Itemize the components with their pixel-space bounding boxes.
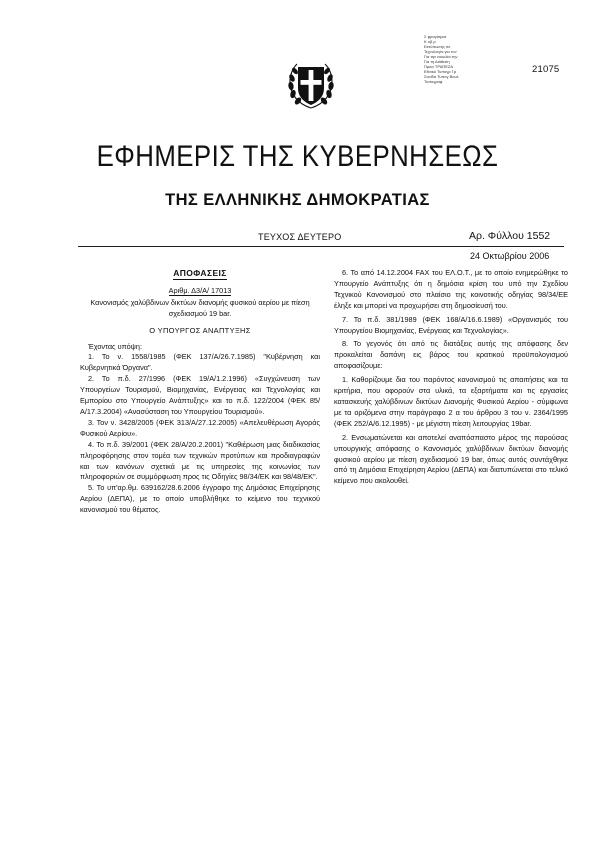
decision-reference: Αριθμ. Δ3/Α/ 17013 (168, 285, 232, 295)
left-column (80, 268, 320, 516)
minister-heading: Ο ΥΠΟΥΡΓΟΣ ΑΝΑΠΤΥΞΗΣ (149, 325, 251, 335)
coat-of-arms-icon (284, 58, 338, 112)
header-divider (78, 246, 564, 247)
stamp-line: Εθνικό Τυπογρ Γρ (424, 69, 457, 74)
decision-item: 1. Καθορίζουμε δια του παρόντος κανονισμού τις απαιτήσεις και τα κριτήρια, που αφορούν στα υλικά, τα εξαρτήματα και τις εργασίες κατασκευής χαλύβδινων δικτύων Διανομής Φυσικού Αερίου - σύμφωνα με τα οριζόμενα στην παράγραφο 2 α του άρθρου 3 του ν. 2364/1995 (ΦΕΚ 252/Α/6.12.1995) - με μέγιστη πίεση λειτουργίας 19bar. (334, 375, 568, 428)
sheet-number: Αρ. Φύλλου 1552 (469, 230, 551, 242)
stamp-line: Για την ευκολία την (424, 54, 458, 59)
decision-item: 2. Ενσωματώνεται και αποτελεί αναπόσπαστο μέρος της παρούσας υπουργικής απόφασης ο Κανονισμός χαλύβδινων δικτύων διανομής φυσικού αερίου με πίεση σχεδιασμού 19 bar, όπως αυτός συντάχθηκε από τη Δημόσια Επιχείρηση Αερίου (ΔΕΠΑ) και διατυπώνεται στο τελικό κείμενο που ακολουθεί. (334, 432, 568, 486)
recital-item: 1. Το ν. 1558/1985 (ΦΕΚ 137/Α/26.7.1985) "Κυβέρνηση και Κυβερνητικά Όργανα". (80, 352, 320, 373)
issue-date: 24 Οκτωβρίου 2006 (470, 251, 550, 261)
recital-item: 7. Το π.δ. 381/1989 (ΦΕΚ 168/Α/16.6.1989) «Οργανισμός του Υπουργείου Βιομηχανίας, Ενέργειας και Τεχνολογίας». (334, 314, 568, 335)
stamp-line: Κ υβ ρ (424, 39, 436, 44)
stamp-line: Τυπογραφ (424, 79, 443, 84)
recital-item: 4. Το π.δ. 39/2001 (ΦΕΚ 28/Α/20.2.2001) "Καθιέρωση μιας διαδικασίας πληροφόρησης στον τομέα των τεχνικών προτύπων και προδιαγραφών και των κανόνων σχετικά με τις υπηρεσίες της κοινωνίας των πληροφοριών σε συμμόρφωση προς τις Οδηγίες 98/34/ΕΚ και 98/48/ΕΚ". (80, 439, 320, 482)
right-column (334, 268, 568, 487)
stamp-line: Σ φραγίσματ (424, 34, 447, 39)
recital-item: 3. Τον ν. 3428/2005 (ΦΕΚ 313/Α/27.12.2005) «Απελευθέρωση Αγοράς Φυσικού Αερίου». (80, 417, 320, 438)
decision-title: Κανονισμός χαλύβδινων δικτύων διανομής φυσικού αερίου με πίεση σχεδιασμού 19 bar. (90, 297, 310, 318)
gazette-title: ΕΦΗΜΕΡΙΣ ΤΗΣ ΚΥΒΕΡΝΗΣΕΩΣ (96, 140, 499, 173)
recital-item: 8. Το γεγονός ότι από τις διατάξεις αυτής της απόφασης δεν προκαλείται δαπάνη εις βάρος του κρατικού προϋπολογισμού αποφασίζουμε: (334, 339, 568, 371)
stamp-line: Προσ ΤΡΑΠΕΖΑ (424, 64, 454, 69)
recital-item: 5. Το υπ'αρ.θμ. 639162/28.6.2006 έγγραφο της Δημόσιας Επιχείρησης Αερίου (ΔΕΠΑ), με το οποίο υποβλήθηκε το κείμενο του τεχνικού κανονισμού του θέματος. (80, 483, 320, 515)
stamp-line: Για τη Διάθεση (424, 59, 450, 64)
stamp-line: Σανίδα Τυπογ Βουλ (424, 74, 459, 79)
recital-item: 6. Το από 14.12.2004 FAX του ΕΛ.Ο.Τ., με το οποίο ενημερώθηκε το Υπουργείο Ανάπτυξης ότι η δημόσια κρίση του υπό την Σχεδίου Τεχνικού Κανονισμού στο πλαίσιο της κοινοτικής οδηγίας 98/34/ΕΕ έληξε και μπορεί να προχωρήσει στη δημοσίευσή του. (334, 268, 568, 310)
page-number: 21075 (532, 64, 560, 75)
section-heading: ΑΠΟΦΑΣΕΙΣ (173, 268, 227, 278)
issue-type: ΤΕΥΧΟΣ ΔΕΥΤΕΡΟ (258, 232, 342, 242)
stamp-line: Εκτύπωσης σε (424, 44, 451, 49)
stamp-line: Τεχνολογία για τον (424, 49, 457, 54)
recital-item: 2. Το π.δ. 27/1996 (ΦΕΚ 19/Α/1.2.1996) «Συγχώνευση των Υπουργείων Τουρισμού, Βιομηχανίας, Ενέργειας και Τεχνολογίας και Εμπορίου στο Υπουργείο Ανάπτυξης» και το π.δ. 122/2004 (ΦΕΚ 85/Α/17.3.2004) «Ανασύσταση του Υπουργείου Τουρισμού». (80, 374, 320, 416)
gazette-subtitle: ΤΗΣ ΕΛΛΗΝΙΚΗΣ ΔΗΜΟΚΡΑΤΙΑΣ (165, 191, 430, 209)
considering-label: Έχοντας υπόψη: (88, 341, 142, 351)
digital-signature-stamp (424, 34, 494, 84)
